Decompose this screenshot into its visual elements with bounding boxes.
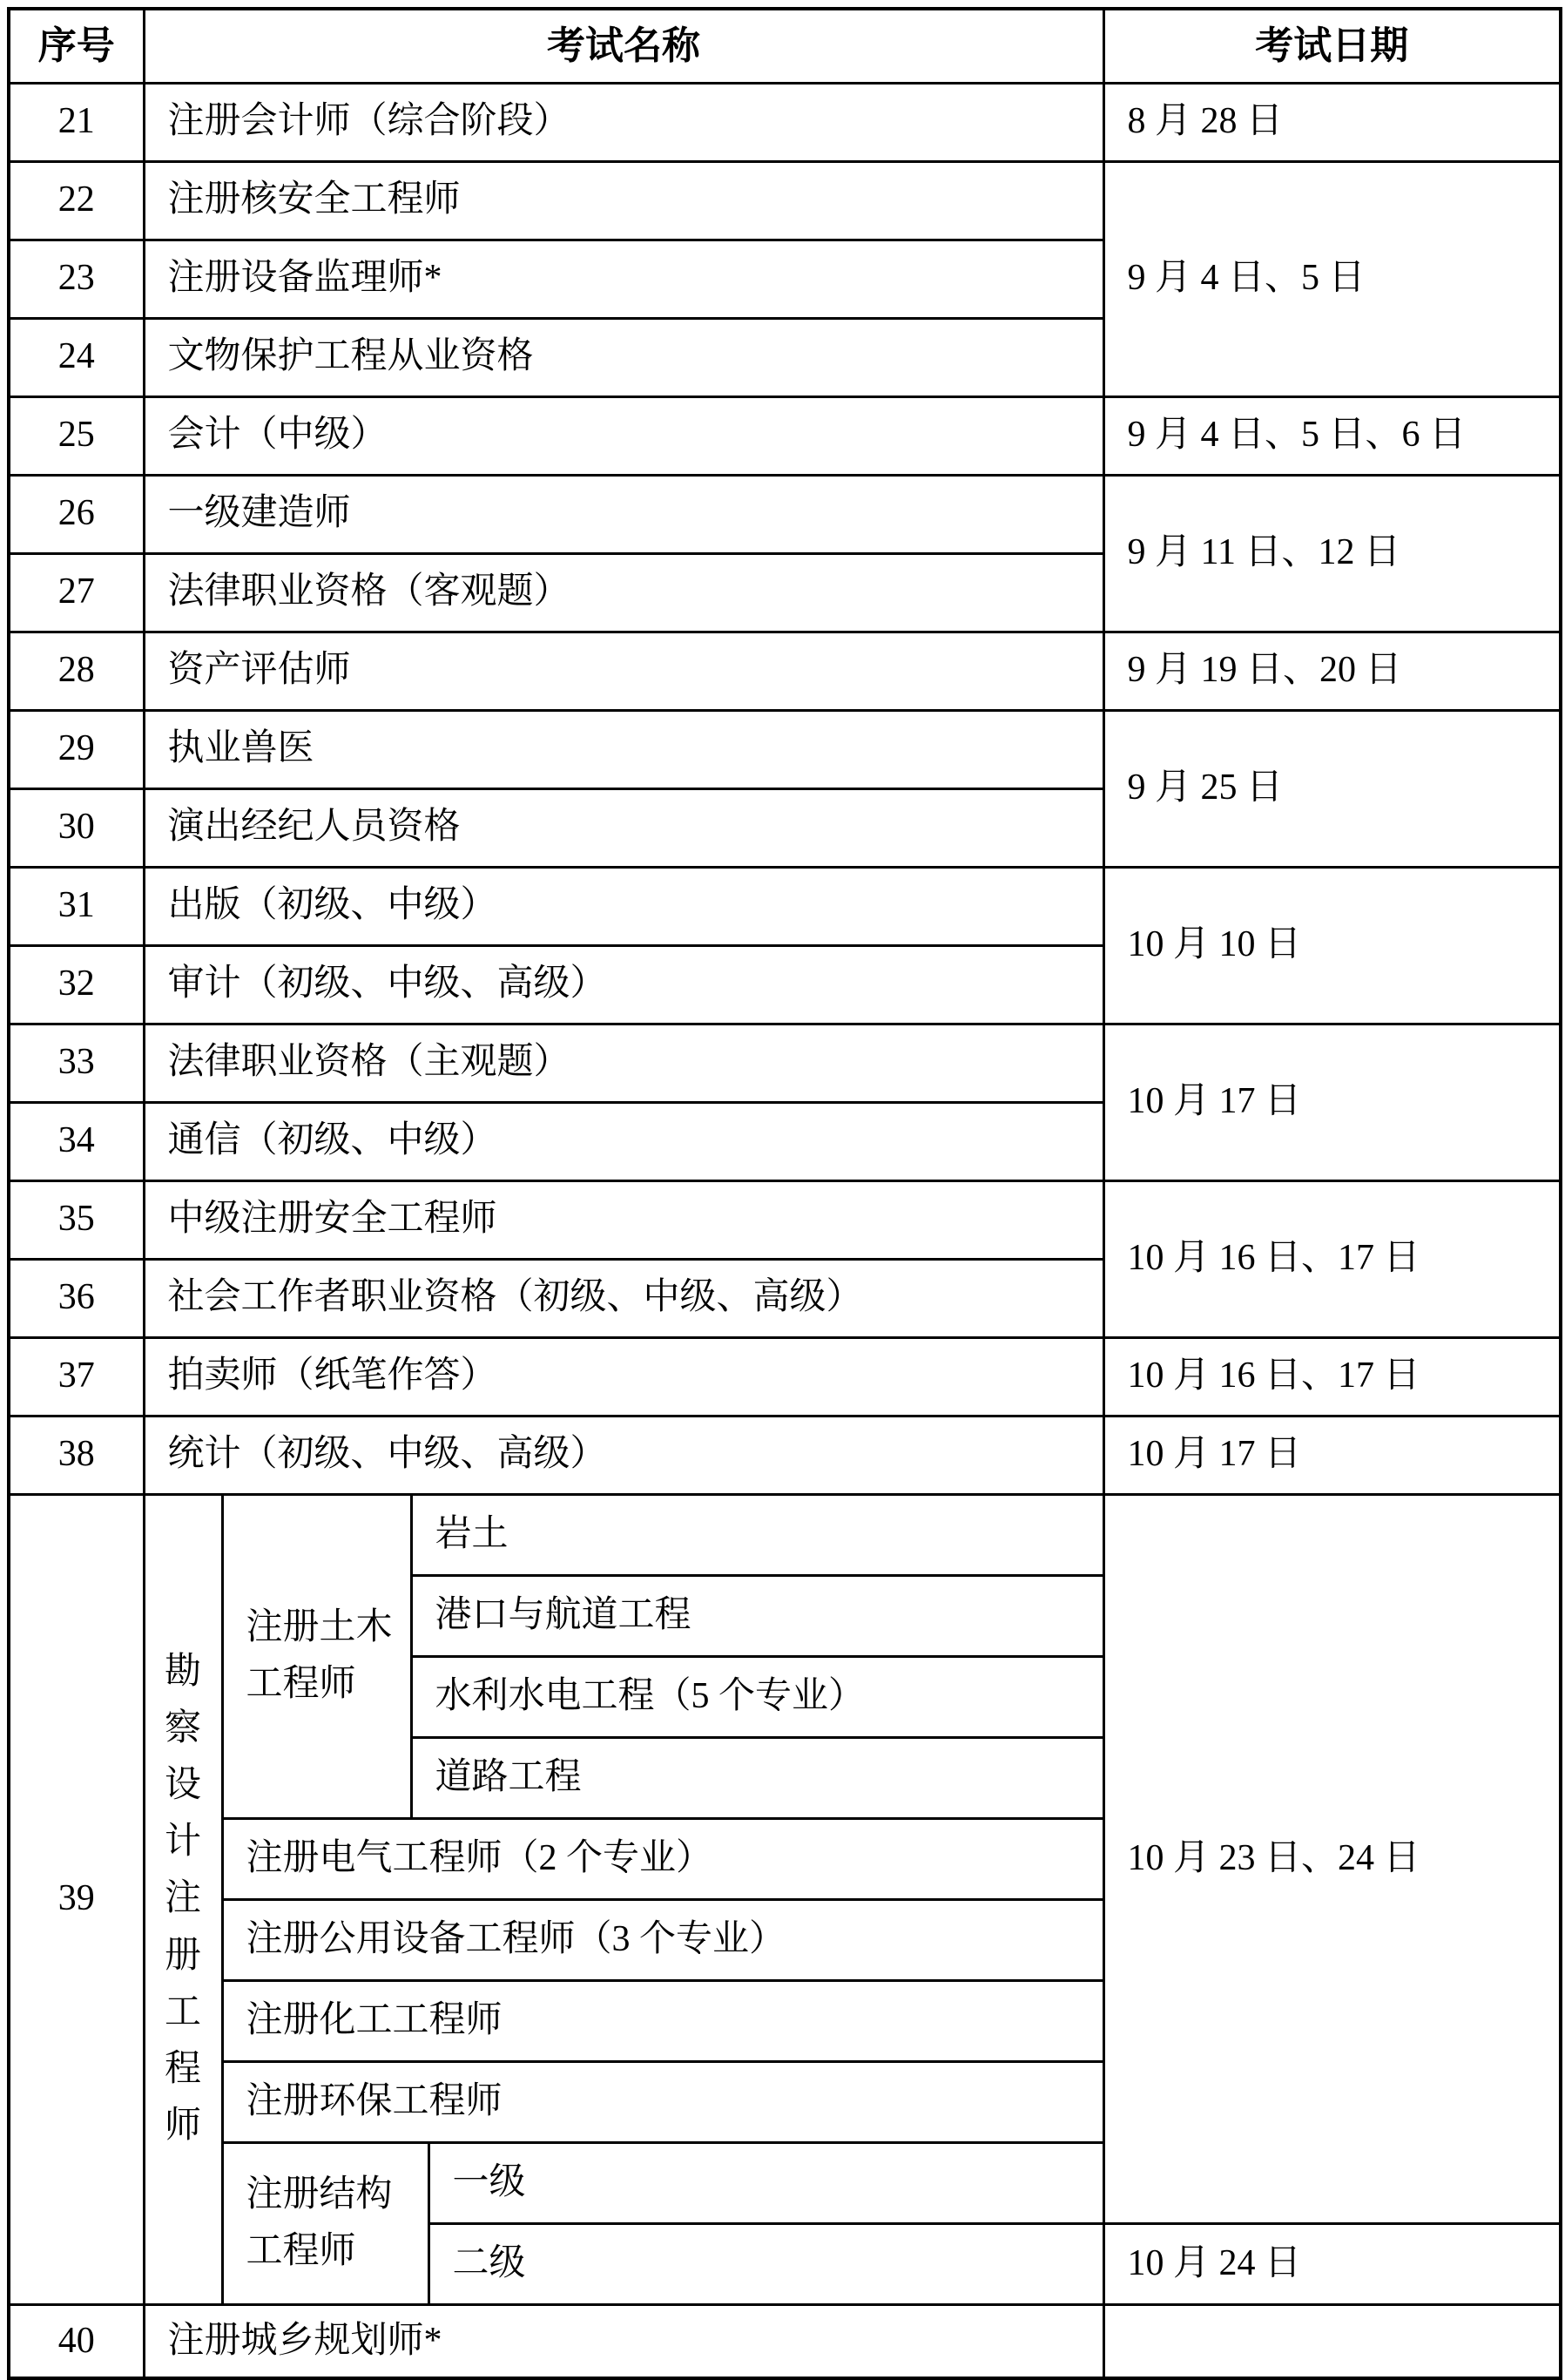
exam-date-cell: 8 月 28 日 (1103, 83, 1561, 161)
serial-cell: 32 (9, 945, 144, 1024)
exam-date-cell: 10 月 24 日 (1103, 2223, 1561, 2304)
specialty-cell: 港口与航道工程 (411, 1575, 1103, 1656)
exam-name-cell: 拍卖师（纸笔作答） (144, 1337, 1103, 1416)
serial-cell: 34 (9, 1102, 144, 1180)
serial-cell: 36 (9, 1259, 144, 1337)
serial-cell: 37 (9, 1337, 144, 1416)
exam-date-cell (1103, 2304, 1561, 2378)
exam-date-cell: 9 月 4 日、5 日 (1103, 161, 1561, 396)
serial-cell: 27 (9, 553, 144, 632)
table-row (9, 475, 1561, 553)
structural-engineer-group-cell: 注册结构工程师 (222, 2142, 428, 2304)
exam-name-cell: 通信（初级、中级） (144, 1102, 1103, 1180)
exam-date-cell: 9 月 25 日 (1103, 710, 1561, 867)
table-row-39 (9, 1494, 1561, 1575)
serial-cell: 25 (9, 396, 144, 475)
table-row (9, 2304, 1561, 2378)
group-vertical-label-cell (144, 1494, 222, 2304)
serial-cell: 23 (9, 240, 144, 318)
exam-name-cell: 注册城乡规划师* (144, 2304, 1103, 2378)
table-header-row (9, 9, 1561, 83)
table-row (9, 1024, 1561, 1102)
exam-name-cell: 审计（初级、中级、高级） (144, 945, 1103, 1024)
serial-cell: 24 (9, 318, 144, 396)
exam-name-cell: 演出经纪人员资格 (144, 788, 1103, 867)
level-cell: 二级 (428, 2223, 1103, 2304)
exam-schedule-table (7, 7, 1562, 2380)
serial-cell: 29 (9, 710, 144, 788)
exam-date-cell: 10 月 16 日、17 日 (1103, 1180, 1561, 1337)
table-row (9, 632, 1561, 710)
table-row (9, 83, 1561, 161)
serial-cell: 31 (9, 867, 144, 945)
exam-date-cell: 9 月 4 日、5 日、6 日 (1103, 396, 1561, 475)
exam-date-cell: 9 月 11 日、12 日 (1103, 475, 1561, 632)
serial-cell: 39 (9, 1494, 144, 2304)
exam-name-cell: 一级建造师 (144, 475, 1103, 553)
serial-cell: 40 (9, 2304, 144, 2378)
serial-cell: 33 (9, 1024, 144, 1102)
specialty-cell: 水利水电工程（5 个专业） (411, 1656, 1103, 1737)
exam-name-cell: 注册电气工程师（2 个专业） (222, 1818, 1103, 1899)
exam-date-cell: 10 月 23 日、24 日 (1103, 1494, 1561, 2223)
exam-name-cell: 注册会计师（综合阶段） (144, 83, 1103, 161)
table-row (9, 1337, 1561, 1416)
exam-name-cell: 执业兽医 (144, 710, 1103, 788)
exam-name-cell: 统计（初级、中级、高级） (144, 1416, 1103, 1494)
serial-cell: 28 (9, 632, 144, 710)
serial-cell: 35 (9, 1180, 144, 1259)
header-exam-date: 考试日期 (1103, 9, 1561, 83)
exam-name-cell: 资产评估师 (144, 632, 1103, 710)
exam-name-cell: 社会工作者职业资格（初级、中级、高级） (144, 1259, 1103, 1337)
table-row (9, 396, 1561, 475)
civil-engineer-group-cell: 注册土木工程师 (222, 1494, 411, 1818)
exam-name-cell: 出版（初级、中级） (144, 867, 1103, 945)
table-row (9, 161, 1561, 240)
header-exam-name: 考试名称 (144, 9, 1103, 83)
serial-cell: 21 (9, 83, 144, 161)
exam-name-cell: 会计（中级） (144, 396, 1103, 475)
exam-date-cell: 9 月 19 日、20 日 (1103, 632, 1561, 710)
table-row (9, 1180, 1561, 1259)
serial-cell: 30 (9, 788, 144, 867)
exam-name-cell: 注册核安全工程师 (144, 161, 1103, 240)
serial-cell: 38 (9, 1416, 144, 1494)
exam-date-cell: 10 月 16 日、17 日 (1103, 1337, 1561, 1416)
exam-name-cell: 中级注册安全工程师 (144, 1180, 1103, 1259)
table-row (9, 1416, 1561, 1494)
specialty-cell: 道路工程 (411, 1737, 1103, 1818)
serial-cell: 22 (9, 161, 144, 240)
table-row (9, 710, 1561, 788)
exam-name-cell: 注册设备监理师* (144, 240, 1103, 318)
header-serial: 序号 (9, 9, 144, 83)
exam-date-cell: 10 月 17 日 (1103, 1416, 1561, 1494)
specialty-cell: 岩土 (411, 1494, 1103, 1575)
exam-date-cell: 10 月 17 日 (1103, 1024, 1561, 1180)
exam-name-cell: 注册化工工程师 (222, 1980, 1103, 2061)
exam-name-cell: 法律职业资格（主观题） (144, 1024, 1103, 1102)
exam-name-cell: 注册环保工程师 (222, 2061, 1103, 2142)
level-cell: 一级 (428, 2142, 1103, 2223)
group-vertical-label: 勘察设计注册工程师 (164, 1652, 201, 2146)
exam-date-cell: 10 月 10 日 (1103, 867, 1561, 1024)
table-row (9, 867, 1561, 945)
serial-cell: 26 (9, 475, 144, 553)
exam-name-cell: 注册公用设备工程师（3 个专业） (222, 1899, 1103, 1980)
exam-name-cell: 法律职业资格（客观题） (144, 553, 1103, 632)
exam-name-cell: 文物保护工程从业资格 (144, 318, 1103, 396)
